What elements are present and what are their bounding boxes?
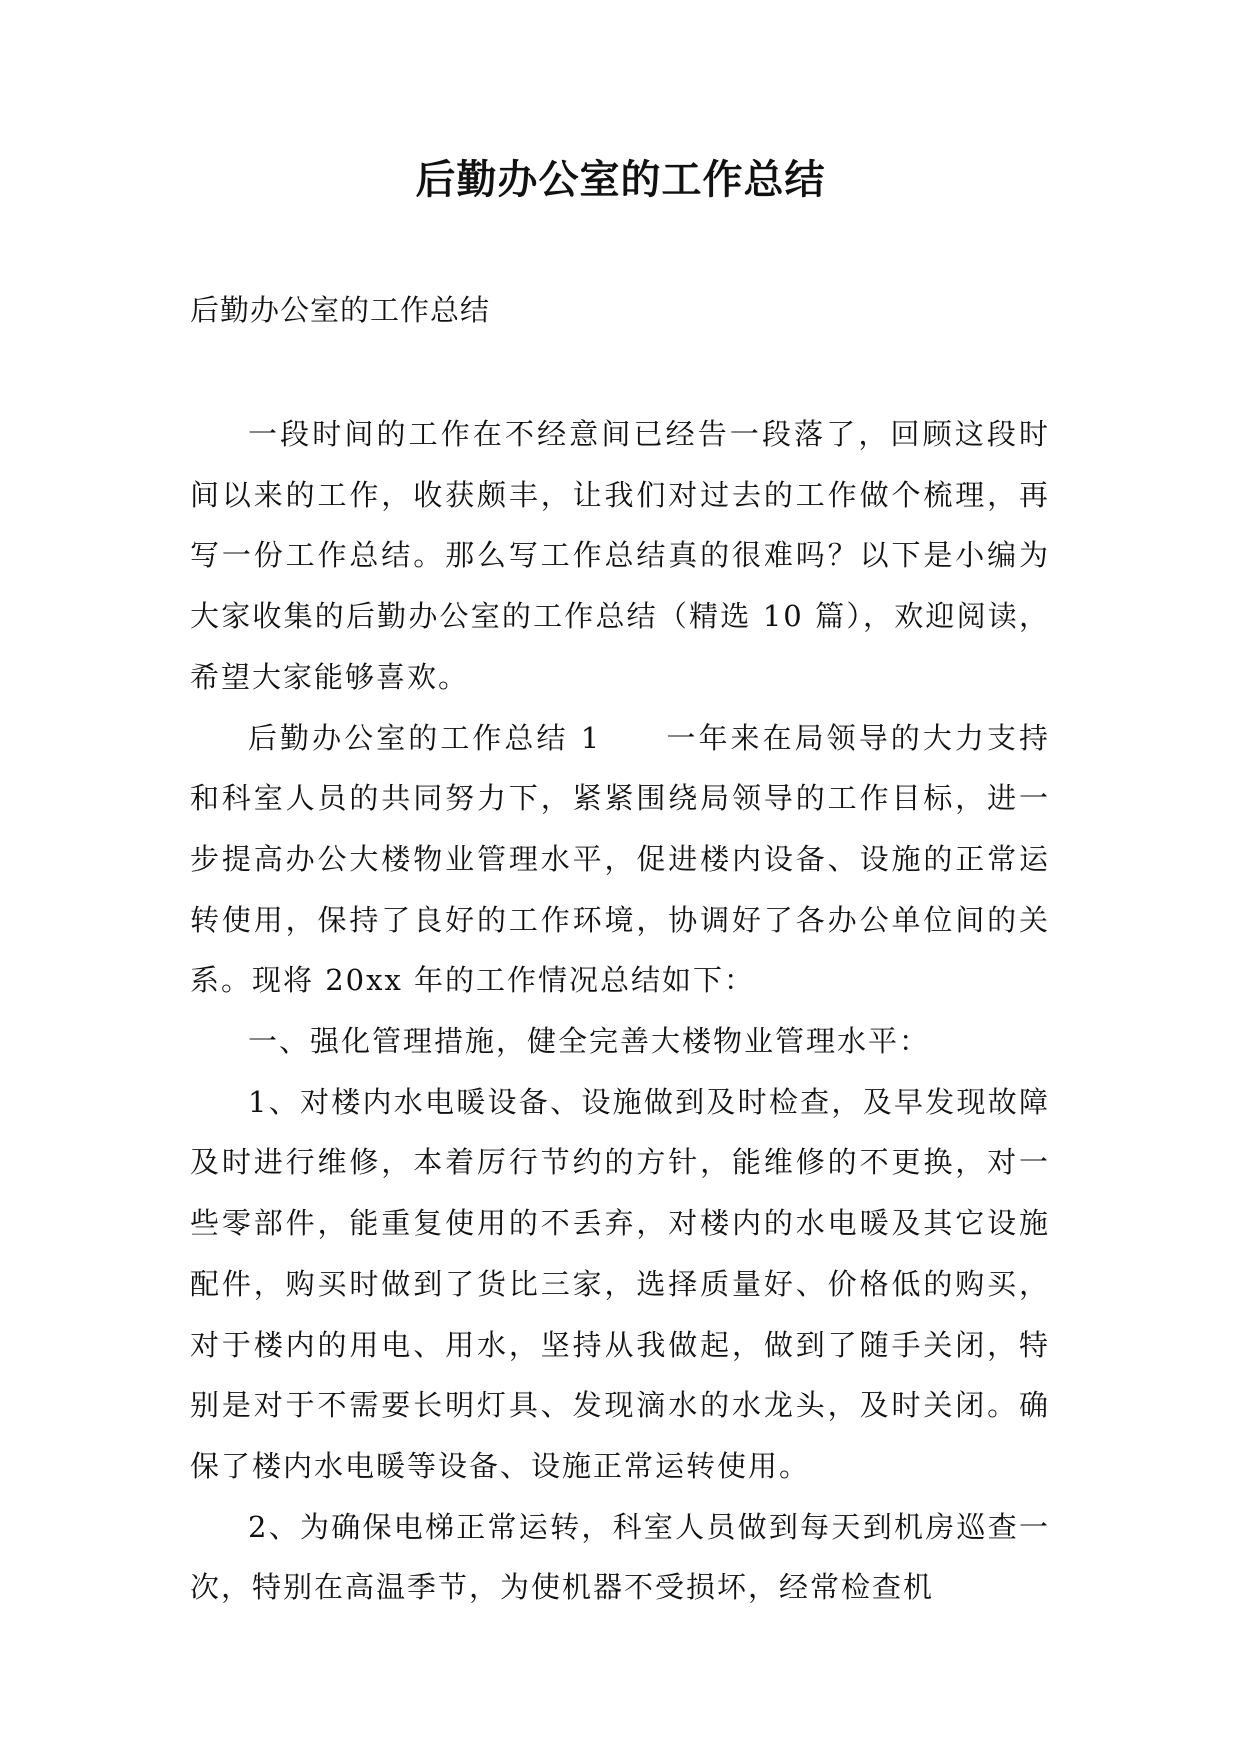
document-subtitle: 后勤办公室的工作总结 — [190, 293, 491, 327]
paragraph-summary-1: 后勤办公室的工作总结 1 一年来在局领导的大力支持和科室人员的共同努力下，紧紧围绕局领导的工作目标，进一步提高办公大楼物业管理水平，促进楼内设备、设施的正常运转使用，保持了良好的工作环境，协调好了各办公单位间的关系。现将 20xx 年的工作情况总结如下： — [190, 720, 1050, 998]
document-title: 后勤办公室的工作总结 — [415, 157, 826, 203]
paragraph-section-1-heading: 一、强化管理措施，健全完善大楼物业管理水平： — [248, 1024, 931, 1059]
paragraph-item-2: 2、为确保电梯正常运转，科室人员做到每天到机房巡查一次，特别在高温季节，为使机器不受损坏，经常检查机 — [190, 1509, 1050, 1605]
paragraph-item-1: 1、对楼内水电暖设备、设施做到及时检查，及早发现故障及时进行维修，本着厉行节约的方针，能维修的不更换，对一些零部件，能重复使用的不丢弃，对楼内的水电暖及其它设施配件，购买时做到了货比三家，选择质量好、价格低的购买，对于楼内的用电、用水，坚持从我做起，做到了随手关闭，特别是对于不需要长明灯具、发现滴水的水龙头，及时关闭。确保了楼内水电暖等设备、设施正常运转使用。 — [190, 1084, 1050, 1483]
document-body — [190, 404, 1050, 1618]
paragraph-intro: 一段时间的工作在不经意间已经告一段落了，回顾这段时间以来的工作，收获颇丰，让我们对过去的工作做个梳理，再写一份工作总结。那么写工作总结真的很难吗？以下是小编为大家收集的后勤办公室的工作总结（精选 10 篇），欢迎阅读，希望大家能够喜欢。 — [190, 417, 1050, 694]
